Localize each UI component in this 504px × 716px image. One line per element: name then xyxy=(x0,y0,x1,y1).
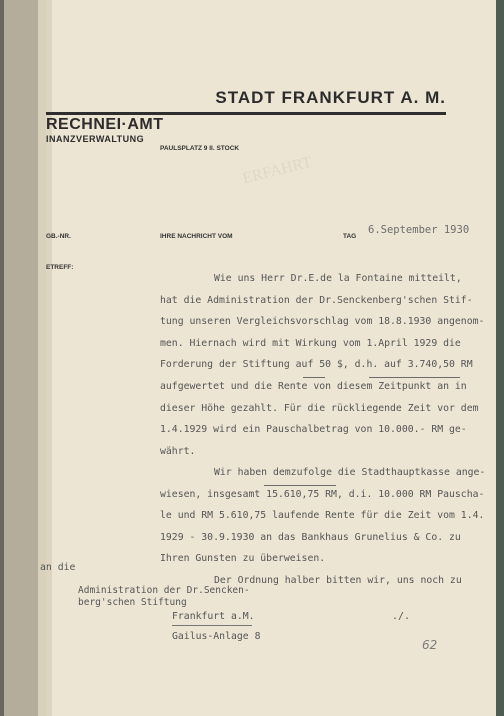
paragraph-1 xyxy=(160,268,484,462)
subject-label: ETREFF: xyxy=(46,264,74,271)
city-underline xyxy=(172,625,252,626)
recipient-line: berg'schen Stiftung xyxy=(78,597,187,608)
office-address: PAULSPLATZ 9 II. STOCK xyxy=(160,145,240,152)
text-line: wiesen, insgesamt 15.610,75 RM, d.i. 10.000 RM Pauscha- xyxy=(160,488,485,500)
text-line: Der Ordnung halber bitten wir, uns noch zu xyxy=(214,574,462,586)
text-line: aufgewertet und die Rente von diesem Zeitpunkt an in xyxy=(160,380,467,392)
letter-page xyxy=(40,0,496,716)
text-line: Forderung der Stiftung auf 50 $, d.h. auf 3.740,50 RM xyxy=(160,359,473,371)
letterhead-rule xyxy=(46,112,446,115)
watermark: ERFAHRT xyxy=(240,153,314,188)
recipient-block xyxy=(78,585,250,609)
text-line: tung unseren Vergleichsvorschlag vom 18.8.1930 angenom- xyxy=(160,316,485,328)
department-name: INANZVERWALTUNG xyxy=(46,134,145,144)
letter-date: 6.September 1930 xyxy=(368,224,470,236)
text-line: Wie uns Herr Dr.E.de la Fontaine mitteilt, xyxy=(214,273,462,284)
underline-50-dollar xyxy=(303,377,325,378)
paragraph-2 xyxy=(160,462,485,592)
your-message-label: IHRE NACHRICHT VOM xyxy=(160,233,233,240)
text-line: men. Hiernach wird mit Wirkung vom 1.April 1929 die xyxy=(160,337,461,349)
text-line: 1929 - 30.9.1930 an das Bankhaus Grunelius & Co. zu xyxy=(160,531,461,543)
binder-spine xyxy=(0,0,46,716)
recipient-prefix: an die xyxy=(40,562,76,573)
city-heading: STADT FRANKFURT A. M. xyxy=(215,88,446,107)
recipient-street: Gailus-Anlage 8 xyxy=(172,631,261,642)
text-line: Ihren Gunsten zu überweisen. xyxy=(160,553,326,565)
office-name: RECHNEI·AMT xyxy=(46,116,164,133)
text-line: währt. xyxy=(160,445,196,457)
text-line: 1.4.1929 wird ein Pauschalbetrag von 10.000.- RM ge- xyxy=(160,424,467,436)
text-line: dieser Höhe gezahlt. Für die rückliegende Zeit vor dem xyxy=(160,402,479,414)
page-number: 62 xyxy=(422,638,438,652)
recipient-city: Frankfurt a.M. xyxy=(172,611,255,622)
underline-15610-rm xyxy=(264,485,336,486)
text-line: hat die Administration der Dr.Senckenberg'schen Stif- xyxy=(160,294,473,306)
text-line: le und RM 5.610,75 laufende Rente für die Zeit vom 1.4. xyxy=(160,510,485,522)
recipient-line: Administration der Dr.Sencken- xyxy=(78,585,250,596)
text-line: Wir haben demzufolge die Stadthauptkasse ange- xyxy=(214,467,486,478)
reference-label: GB.-NR. xyxy=(46,233,71,240)
page-shadow xyxy=(46,0,52,716)
binder-edge xyxy=(0,0,4,716)
binder-gap xyxy=(38,0,46,716)
underline-3740-rm xyxy=(369,377,460,378)
day-label: TAG xyxy=(343,233,357,240)
continuation-marker: ./. xyxy=(392,611,411,622)
